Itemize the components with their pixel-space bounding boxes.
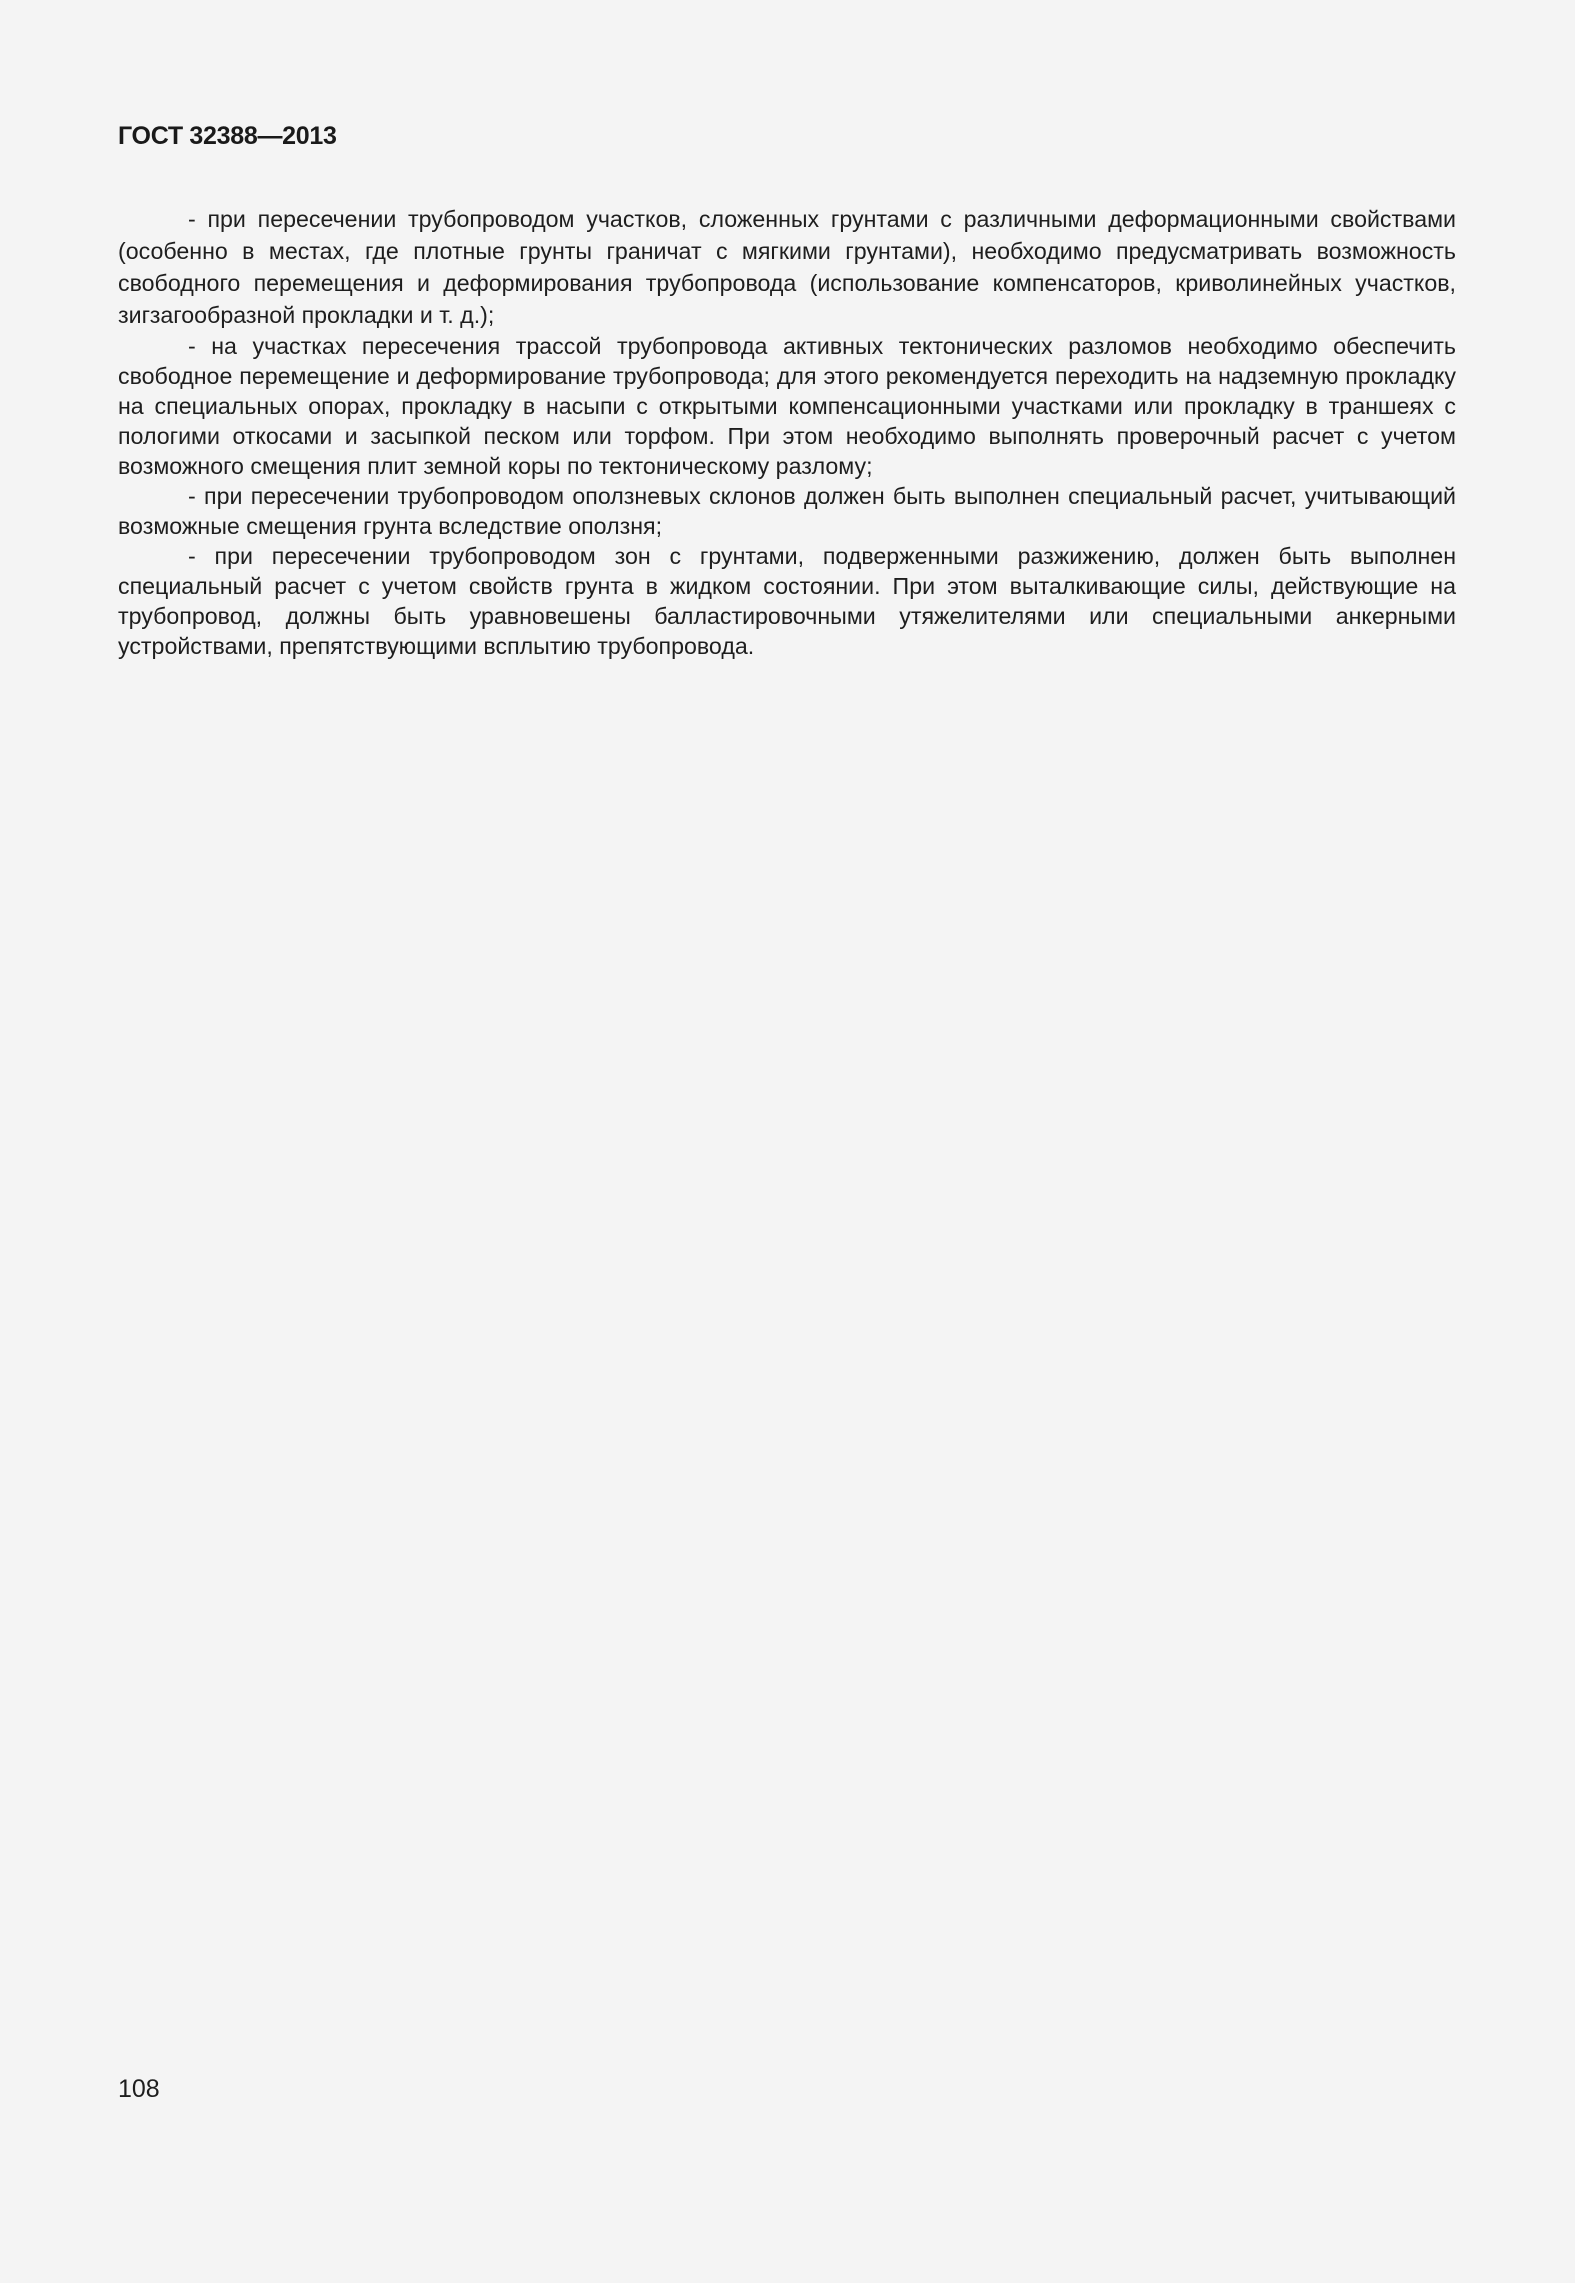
paragraph-deformation-soils: - при пересечении трубопроводом участков, сложенных грунтами с различными деформационными свойствами (особенно в местах, где плотные грунты граничат с мягкими грунтами), необходимо предусматривать возможность свободного перемещения и деформирования трубопровода (использование компенсаторов, криволинейных участков, зигзагообразной прокладки и т. д.); — [118, 206, 1456, 328]
paragraph-tectonic-faults: - на участках пересечения трассой трубопровода активных тектонических разломов необходимо обеспечить свободное перемещение и деформирование трубопровода; для этого рекомендуется переходить на надземную прокладку на специальных опорах, прокладку в насыпи с открытыми компенсационными участками или прокладку в траншеях с пологими откосами и засыпкой песком или торфом. При этом необходимо выполнять проверочный расчет с учетом возможного смещения плит земной коры по тектоническому разлому; — [118, 333, 1456, 479]
body-text — [118, 203, 1456, 661]
paragraph-liquefaction-zones: - при пересечении трубопроводом зон с грунтами, подверженными разжижению, должен быть выполнен специальный расчет с учетом свойств грунта в жидком состоянии. При этом выталкивающие силы, действующие на трубопровод, должны быть уравновешены балластировочными утяжелителями или специальными анкерными устройствами, препятствующими всплытию трубопровода. — [118, 543, 1456, 659]
document-code-header: ГОСТ 32388—2013 — [118, 122, 337, 150]
page-number: 108 — [118, 2075, 160, 2103]
paragraph-landslide-slopes: - при пересечении трубопроводом оползневых склонов должен быть выполнен специальный расчет, учитывающий возможные смещения грунта вследствие оползня; — [118, 483, 1456, 539]
